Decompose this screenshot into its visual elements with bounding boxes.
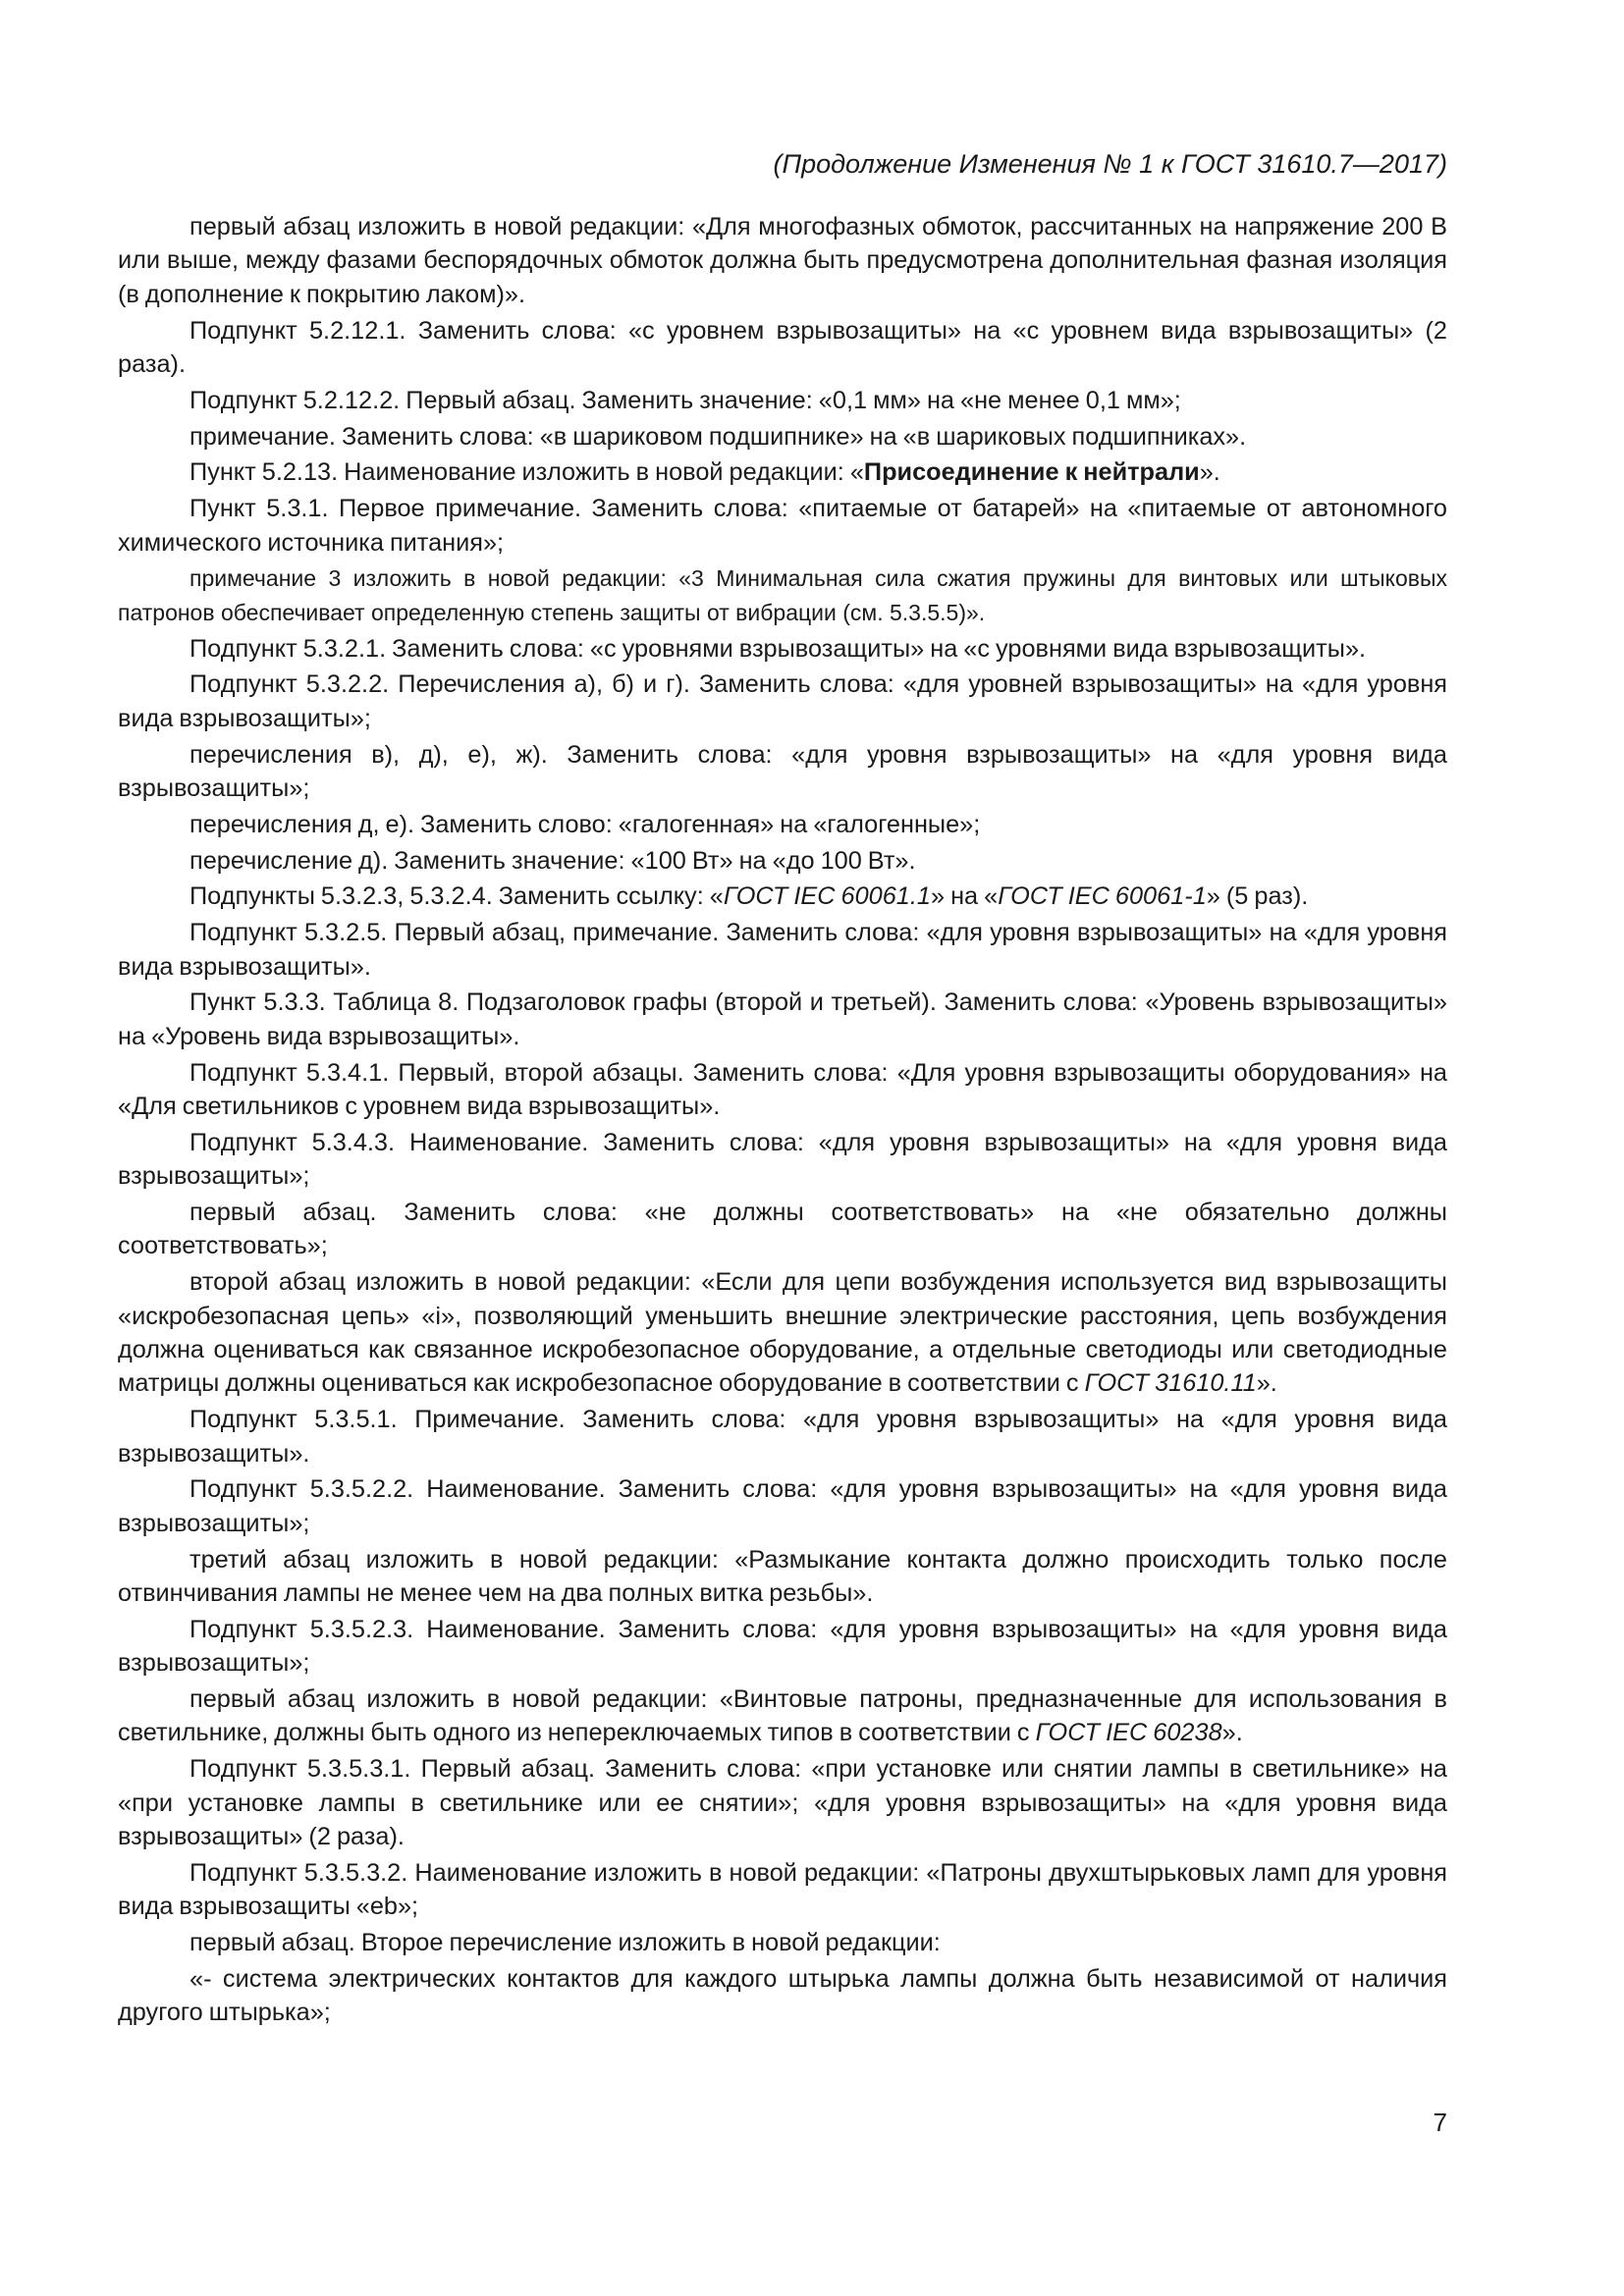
paragraph (118, 844, 1447, 878)
paragraph (118, 916, 1447, 984)
paragraph (118, 1613, 1447, 1681)
paragraph-text: первый абзац. Заменить слова: «не должны соответствовать» на «не обязательно должны соответствовать»; (118, 1199, 1447, 1260)
paragraph (118, 808, 1447, 841)
paragraph-text: Подпункт 5.3.2.1. Заменить слова: «с уровнями взрывозащиты» на «с уровнями вида взрывозащиты». (189, 634, 1367, 663)
document-reference: ГОСТ IEC 60238 (1035, 1719, 1222, 1747)
paragraph (118, 210, 1447, 311)
page-number: 7 (1433, 2108, 1447, 2137)
paragraph (118, 1265, 1447, 1401)
paragraph (118, 738, 1447, 806)
paragraph-text: Подпункт 5.3.2.5. Первый абзац, примечание. Заменить слова: «для уровня взрывозащиты» на «для уровня вида взрывозащиты». (118, 919, 1447, 981)
paragraph-text: второй абзац изложить в новой редакции: «Если для цепи возбуждения используется вид взрывозащиты «искробезопасная цепь» «i», позволяющий уменьшить внешние электрические расстояния, цепь возбуждения должна оцениваться как связанное искробезопасное оборудование, а отдельные светодиоды или светодиодные матрицы должны оцениваться как искробезопасное оборудование в соответствии с (118, 1268, 1447, 1398)
paragraph-text: ». (1221, 1719, 1243, 1747)
paragraph (118, 667, 1447, 735)
paragraph (118, 1056, 1447, 1124)
paragraph (118, 1962, 1447, 2030)
paragraph-text: Подпункт 5.2.12.2. Первый абзац. Заменить значение: «0,1 мм» на «не менее 0,1 мм»; (189, 386, 1181, 414)
paragraph (118, 492, 1447, 560)
paragraph (118, 561, 1447, 629)
paragraph-text: Подпункт 5.3.4.1. Первый, второй абзацы. Заменить слова: «Для уровня взрывозащиты оборудования» на «Для светильников с уровнем вида взрывозащиты». (118, 1058, 1447, 1121)
paragraph (118, 1682, 1447, 1750)
paragraph-text: Подпункт 5.2.12.1. Заменить слова: «с уровнем взрывозащиты» на «с уровнем вида взрывозащиты» (2 раза). (118, 316, 1447, 379)
paragraph-text: Подпункт 5.3.5.3.2. Наименование изложить в новой редакции: «Патроны двухштырьковых ламп для уровня вида взрывозащиты «eb»; (118, 1858, 1447, 1921)
paragraph (118, 384, 1447, 417)
paragraph-text: Подпункты 5.3.2.3, 5.3.2.4. Заменить ссылку: « (189, 882, 724, 911)
paragraph (118, 420, 1447, 454)
paragraph-text: первый абзац изложить в новой редакции: «Для многофазных обмоток, рассчитанных на напряжение 200 В или выше, между фазами беспорядочных обмоток должна быть предусмотрена дополнительная фазная изоляция (в дополнение к покрытию лаком)». (118, 213, 1447, 308)
document-reference: ГОСТ IEC 60061.1 (723, 882, 931, 911)
paragraph-text: Пункт 5.3.3. Таблица 8. Подзаголовок графы (второй и третьей). Заменить слова: «Уровень взрывозащиты» на «Уровень вида взрывозащиты». (118, 988, 1447, 1050)
page-header: (Продолжение Изменения № 1 к ГОСТ 31610.7—2017) (773, 149, 1447, 179)
paragraph (118, 986, 1447, 1053)
paragraph (118, 1543, 1447, 1611)
paragraph (118, 455, 1447, 489)
paragraph-text: Подпункт 5.3.5.2.2. Наименование. Заменить слова: «для уровня взрывозащиты» на «для уровня вида взрывозащиты»; (118, 1475, 1447, 1537)
paragraph-text: Подпункт 5.3.5.1. Примечание. Заменить слова: «для уровня взрывозащиты» на «для уровня вида взрывозащиты». (118, 1406, 1447, 1468)
paragraph (118, 632, 1447, 666)
paragraph-text: Подпункт 5.3.5.3.1. Первый абзац. Заменить слова: «при установке или снятии лампы в светильнике» на «при установке лампы в светильнике или ее снятии»; «для уровня взрывозащиты» на «для уровня вида взрывозащиты» (2 раза). (118, 1755, 1447, 1851)
paragraph-text: Пункт 5.3.1. Первое примечание. Заменить слова: «питаемые от батарей» на «питаемые от автономного химического источника питания»; (118, 495, 1447, 557)
paragraph (118, 880, 1447, 913)
paragraph-text: перечисление д). Заменить значение: «100 Вт» на «до 100 Вт». (189, 846, 916, 875)
paragraph (118, 314, 1447, 382)
paragraph (118, 1126, 1447, 1194)
paragraph-text: ». (1199, 458, 1220, 487)
paragraph (118, 1196, 1447, 1263)
paragraph-text: «- система электрических контактов для каждого штырька лампы должна быть независимой от наличия другого штырька»; (118, 1964, 1447, 2027)
paragraph-text: перечисления в), д), е), ж). Заменить слова: «для уровня взрывозащиты» на «для уровня вида взрывозащиты»; (118, 740, 1447, 803)
paragraph-text: первый абзац изложить в новой редакции: «Винтовые патроны, предназначенные для использования в светильнике, должны быть одного из непереключаемых типов в соответствии с (118, 1685, 1447, 1747)
document-body (118, 210, 1447, 2032)
paragraph-text: » (5 раз). (1206, 882, 1309, 911)
paragraph (118, 1472, 1447, 1540)
document-reference: ГОСТ 31610.11 (1084, 1369, 1257, 1398)
document-reference: ГОСТ IEC 60061-1 (998, 882, 1207, 911)
paragraph-text: Пункт 5.2.13. Наименование изложить в новой редакции: « (189, 458, 864, 487)
paragraph (118, 1856, 1447, 1924)
paragraph (118, 1752, 1447, 1853)
paragraph-text: Подпункт 5.3.2.2. Перечисления а), б) и г). Заменить слова: «для уровней взрывозащиты» на «для уровня вида взрывозащиты»; (118, 670, 1447, 732)
paragraph-text: примечание. Заменить слова: «в шариковом подшипнике» на «в шариковых подшипниках». (189, 422, 1247, 451)
bold-text: Присоединение к нейтрали (863, 458, 1200, 487)
paragraph (118, 1926, 1447, 1959)
paragraph-text: Подпункт 5.3.5.2.3. Наименование. Заменить слова: «для уровня взрывозащиты» на «для уровня вида взрывозащиты»; (118, 1615, 1447, 1678)
paragraph-text: примечание 3 изложить в новой редакции: «3 Минимальная сила сжатия пружины для винтовых или штыковых патронов обеспечивает определенную степень защиты от вибрации (см. 5.3.5.5)». (118, 565, 1447, 625)
paragraph-text: » на « (930, 882, 999, 911)
paragraph-text: перечисления д, е). Заменить слово: «галогенная» на «галогенные»; (189, 810, 981, 838)
paragraph-text: ». (1256, 1369, 1277, 1398)
paragraph (118, 1403, 1447, 1470)
paragraph-text: Подпункт 5.3.4.3. Наименование. Заменить слова: «для уровня взрывозащиты» на «для уровня вида взрывозащиты»; (118, 1128, 1447, 1191)
paragraph-text: первый абзац. Второе перечисление изложить в новой редакции: (189, 1929, 941, 1957)
paragraph-text: третий абзац изложить в новой редакции: «Размыкание контакта должно происходить только после отвинчивания лампы не менее чем на два полных витка резьбы». (118, 1545, 1447, 1608)
